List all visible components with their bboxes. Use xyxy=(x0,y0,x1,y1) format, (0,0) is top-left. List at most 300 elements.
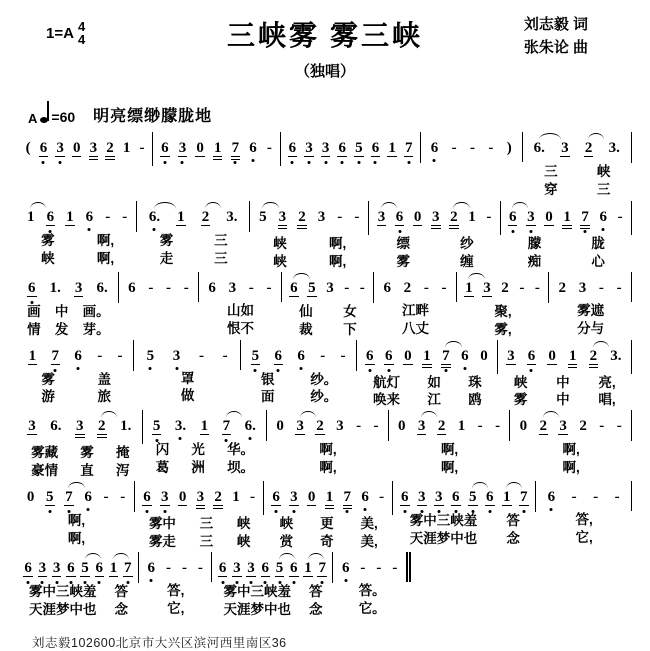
lyric-syllable: 泻 xyxy=(115,463,130,479)
lyrics-row xyxy=(18,444,143,462)
slur-arc xyxy=(588,133,604,140)
note: 3 xyxy=(377,210,387,226)
note: - xyxy=(148,279,154,296)
notes-row xyxy=(143,410,268,441)
note: 3 xyxy=(435,489,443,505)
note: - xyxy=(392,559,398,576)
slur-arc xyxy=(593,341,609,348)
lyric-syllable: 峡 xyxy=(236,533,251,549)
slur-arc xyxy=(308,553,324,560)
lyrics-row xyxy=(536,511,632,529)
system-1 xyxy=(18,132,632,200)
note: 6 xyxy=(249,140,257,156)
note: 2 xyxy=(539,419,549,435)
measure xyxy=(281,132,421,200)
note: 6 xyxy=(39,140,48,156)
key-signature: 1=A xyxy=(46,24,74,42)
notes-row xyxy=(18,201,137,232)
note: 6 xyxy=(366,347,374,364)
note: - xyxy=(266,279,272,296)
lyric-syllable: 峡 xyxy=(41,250,55,266)
note: 1 xyxy=(325,490,335,509)
note: - xyxy=(373,418,379,435)
note: - xyxy=(356,418,362,435)
note: 1 xyxy=(422,349,432,368)
note: - xyxy=(183,279,189,296)
lyric-syllable: 啊, xyxy=(328,253,347,269)
measure xyxy=(282,272,374,339)
measure xyxy=(18,132,153,200)
lyrics-row xyxy=(421,179,523,196)
note: 2 xyxy=(501,279,509,296)
lyrics-row xyxy=(510,441,632,459)
lyric-syllable: 天涯梦中也 xyxy=(28,601,97,617)
lyric-syllable: 啊, xyxy=(319,442,337,458)
note: - xyxy=(250,489,256,505)
note: 2 xyxy=(437,418,446,435)
note: - xyxy=(614,489,620,505)
note: 0 xyxy=(480,347,488,364)
note: - xyxy=(198,347,204,364)
lyric-syllable: 雾中三峡羞 xyxy=(223,583,291,599)
note: 6 xyxy=(84,489,92,505)
lyrics-row xyxy=(421,162,523,179)
note: 6. xyxy=(50,418,62,435)
lyrics-row xyxy=(135,533,264,551)
note: 3 xyxy=(278,210,288,229)
measure xyxy=(498,340,633,410)
lyric-syllable: 啊, xyxy=(440,442,459,458)
lyric-syllable: 直 xyxy=(80,463,94,479)
lyrics-row xyxy=(357,374,497,392)
measure xyxy=(212,552,333,619)
notes-row xyxy=(389,410,511,441)
note: 1 xyxy=(502,490,512,506)
lyrics-row xyxy=(369,253,500,271)
measure xyxy=(369,201,500,271)
slur-arc xyxy=(113,553,129,560)
note: 2 xyxy=(213,490,223,509)
notes-row xyxy=(139,552,212,582)
note: 1. xyxy=(49,279,61,296)
note: 3 xyxy=(561,140,569,156)
note: 3 xyxy=(559,418,567,435)
lyrics-row xyxy=(137,250,250,268)
lyric-syllable: 美, xyxy=(360,516,378,531)
notes-row xyxy=(523,132,633,163)
note: 6 xyxy=(85,209,94,225)
note: 5 xyxy=(46,489,54,505)
note: 7 xyxy=(51,347,60,364)
measure xyxy=(18,481,135,551)
lyric-syllable: 雾 xyxy=(41,233,55,248)
lyric-syllable: 中 xyxy=(54,303,69,319)
note: 6 xyxy=(527,347,536,364)
lyric-syllable: 雾 xyxy=(513,392,528,408)
slur-arc xyxy=(154,202,177,209)
note: 3 xyxy=(74,279,83,296)
note: 3 xyxy=(527,209,535,225)
measure xyxy=(18,410,143,480)
note: 5 xyxy=(146,347,155,364)
lyrics-row xyxy=(134,370,241,388)
measure xyxy=(241,340,357,410)
note: 1 xyxy=(464,281,474,297)
lyric-syllable: 裁 xyxy=(299,321,313,337)
measure xyxy=(137,201,250,271)
notes-row xyxy=(18,340,134,371)
note: 6 xyxy=(128,279,136,296)
note: - xyxy=(266,140,272,156)
lyric-syllable: 三 xyxy=(199,533,214,549)
note: - xyxy=(441,279,447,296)
notes-row xyxy=(536,481,632,511)
lyric-syllable: 啊, xyxy=(328,236,347,251)
lyric-syllable: 画 xyxy=(27,303,41,319)
slur-arc xyxy=(506,482,522,489)
lyrics-row xyxy=(18,512,135,530)
note: 6 xyxy=(161,140,169,156)
lyrics-row xyxy=(374,320,457,338)
notes-row xyxy=(18,272,119,303)
note: 7 xyxy=(343,490,353,509)
system-2 xyxy=(18,201,632,271)
lyric-syllable: 念 xyxy=(308,601,323,617)
lyric-syllable: 答, xyxy=(575,512,593,527)
slur-arc xyxy=(512,202,528,209)
note: - xyxy=(340,347,346,364)
note: 1 xyxy=(388,140,396,156)
footer-address: 刘志毅102600北京市大兴区滨河西里南区36 xyxy=(32,635,287,650)
note: 7 xyxy=(520,489,528,505)
notes-row xyxy=(199,272,282,302)
lyric-syllable: 胧 xyxy=(591,236,605,251)
note: 6 xyxy=(371,140,380,156)
note: 3 xyxy=(161,489,169,505)
note: 5 xyxy=(275,561,285,577)
note: 1 xyxy=(303,561,313,577)
lyrics-row xyxy=(523,181,633,199)
note: 3 xyxy=(75,419,85,438)
notes-row xyxy=(281,132,421,163)
system-6 xyxy=(18,481,632,551)
lyric-syllable: 天涯梦中也 xyxy=(409,530,478,546)
lyrics-row xyxy=(374,302,457,320)
measure xyxy=(389,410,511,480)
notes-row xyxy=(135,481,264,515)
lyric-syllable: 八丈 xyxy=(402,320,430,336)
lyrics-row xyxy=(264,515,393,533)
lyric-syllable: 画。 xyxy=(82,303,110,319)
note: - xyxy=(519,279,525,296)
lyric-syllable: 江畔 xyxy=(402,302,430,318)
lyric-syllable: 中 xyxy=(556,374,570,390)
note: ( xyxy=(25,140,31,156)
note: 3 xyxy=(483,279,491,296)
note: 3 xyxy=(196,490,206,509)
note: 5 xyxy=(80,561,90,577)
slur-arc xyxy=(205,202,221,209)
note: 3 xyxy=(172,347,181,364)
note: - xyxy=(616,279,622,296)
lyric-syllable: 答 xyxy=(308,583,323,599)
note: 1 xyxy=(232,489,240,505)
slur-arc xyxy=(293,273,309,280)
lyrics-row xyxy=(333,582,410,600)
lyrics-row xyxy=(281,180,421,197)
notes-row xyxy=(119,272,199,302)
lyrics-row xyxy=(282,321,374,339)
note: 6 xyxy=(28,279,36,296)
composer-credit: 张朱论 曲 xyxy=(523,38,588,56)
note: - xyxy=(486,209,492,225)
note: 3 xyxy=(305,140,313,156)
note: 6 xyxy=(218,559,227,576)
note: 2 xyxy=(403,279,412,296)
time-signature xyxy=(78,20,85,46)
note: 0 xyxy=(519,418,528,435)
lyrics-row xyxy=(357,391,497,409)
lyrics-row xyxy=(250,253,369,271)
note: 6 xyxy=(486,489,494,505)
note: - xyxy=(166,279,171,296)
lyric-syllable: 面 xyxy=(260,389,275,405)
note: 5 xyxy=(355,140,363,156)
lyrics-row xyxy=(282,303,374,321)
note: 6 xyxy=(208,279,216,296)
measure xyxy=(18,552,139,619)
note: 0 xyxy=(545,209,553,225)
score-container xyxy=(14,132,636,619)
lyrics-row xyxy=(18,303,119,321)
measure xyxy=(536,481,632,551)
note: - xyxy=(97,347,103,364)
lyric-syllable: 雾 xyxy=(396,253,410,269)
note: 1 xyxy=(568,349,578,368)
note: - xyxy=(120,489,126,505)
notes-row xyxy=(18,132,153,166)
note: 3 xyxy=(89,141,99,160)
lyric-syllable: 珠 xyxy=(468,374,482,390)
slur-arc xyxy=(381,202,397,209)
note: 3 xyxy=(233,559,241,576)
note: 2 xyxy=(449,210,459,229)
lyric-syllable: 雾中 xyxy=(148,516,176,531)
note: 6. xyxy=(244,418,256,435)
lyrics-row xyxy=(18,321,119,339)
notes-row xyxy=(457,272,549,303)
note: 7 xyxy=(64,490,74,506)
lyrics-row xyxy=(143,459,268,477)
note: 1 xyxy=(177,209,185,225)
slur-arc xyxy=(539,133,562,140)
note: 3 xyxy=(418,489,426,505)
lyrics-row xyxy=(139,582,212,600)
measure xyxy=(199,272,282,339)
lyric-syllable: 它, xyxy=(575,529,593,545)
lyric-syllable: 雾中三峡羞 xyxy=(28,583,97,599)
lyrics-row xyxy=(498,391,633,409)
note: 6 xyxy=(261,559,270,576)
note: 3 xyxy=(336,418,344,435)
header xyxy=(14,10,636,92)
note: 1 xyxy=(109,561,119,577)
slur-arc xyxy=(543,411,559,418)
lyrics-row xyxy=(18,530,135,548)
lyrics-row xyxy=(457,321,549,339)
note: 3 xyxy=(578,279,587,296)
notes-row xyxy=(282,272,374,303)
lyrics-row xyxy=(153,183,281,200)
notes-row xyxy=(264,481,393,515)
lyric-syllable: 它。 xyxy=(358,600,386,616)
lyrics-row xyxy=(18,388,134,406)
note: 1 xyxy=(122,140,131,156)
note: 6 xyxy=(288,140,297,156)
lyric-syllable: 三 xyxy=(214,250,228,266)
lyric-syllable: 中 xyxy=(556,392,570,408)
measure xyxy=(549,272,632,339)
notes-row xyxy=(333,552,410,582)
lyrics-row xyxy=(143,441,268,459)
lyric-syllable: 罩 xyxy=(180,370,195,386)
lyric-syllable: 答 xyxy=(506,513,520,528)
note: - xyxy=(139,140,145,156)
note: 2 xyxy=(558,279,567,296)
note: 1 xyxy=(200,418,209,435)
note: 6 xyxy=(24,559,32,576)
note: - xyxy=(320,347,326,364)
lyric-syllable: 纱。 xyxy=(310,371,338,387)
note: 6 xyxy=(297,347,305,364)
note: - xyxy=(599,418,605,435)
tempo-value: =60 xyxy=(51,109,76,125)
lyrics-row xyxy=(18,371,134,389)
lyrics-row xyxy=(241,388,357,406)
lyric-syllable: 如 xyxy=(427,374,441,390)
lyrics-row xyxy=(549,320,632,338)
measure xyxy=(501,201,632,271)
measure xyxy=(250,201,369,271)
note: 0 xyxy=(72,140,81,156)
note: 6 xyxy=(430,140,439,156)
measure xyxy=(457,272,549,339)
note: - xyxy=(122,209,128,225)
note: 7 xyxy=(404,140,413,156)
lyrics-row xyxy=(389,459,511,477)
lyrics-row xyxy=(267,459,389,477)
lyrics-row xyxy=(536,529,632,547)
measure xyxy=(119,272,199,339)
lyric-syllable: 啊, xyxy=(67,513,86,528)
lyric-syllable: 雾中三峡羞 xyxy=(409,513,478,528)
note: 6 xyxy=(401,489,409,505)
lyrics-row xyxy=(369,235,500,253)
notes-row xyxy=(153,132,281,166)
notes-row xyxy=(501,201,632,235)
lyrics-row xyxy=(139,600,212,618)
note: - xyxy=(117,347,123,364)
system-3 xyxy=(18,272,632,339)
note: 1 xyxy=(468,209,476,225)
lyric-syllable: 峡 xyxy=(273,236,287,251)
note: - xyxy=(495,418,501,435)
lyric-syllable: 啊, xyxy=(96,233,115,248)
lyric-syllable: 答, xyxy=(167,582,185,598)
notes-row xyxy=(18,552,139,583)
note: - xyxy=(598,279,604,296)
note: 2 xyxy=(201,210,211,226)
lyrics-row xyxy=(241,371,357,389)
lyrics-row xyxy=(498,374,633,392)
slur-arc xyxy=(68,482,84,489)
note: 0 xyxy=(413,209,422,225)
note: 3 xyxy=(228,279,237,296)
note: 7 xyxy=(318,559,326,576)
lyric-syllable: 亮, xyxy=(598,374,616,390)
note: - xyxy=(477,418,483,435)
lyric-syllable: 啊, xyxy=(562,460,580,476)
lyrics-row xyxy=(18,232,137,250)
note: - xyxy=(181,559,187,576)
note: - xyxy=(451,140,457,156)
lyric-syllable: 朦 xyxy=(527,236,542,251)
lyric-syllable: 啊, xyxy=(67,530,86,546)
note: 2 xyxy=(316,418,324,435)
lyric-syllable: 豪情 xyxy=(31,463,59,479)
time-signature-top: 4 xyxy=(77,19,86,34)
lyric-syllable: 聚, xyxy=(494,303,512,319)
system-5 xyxy=(18,410,632,480)
note: 6 xyxy=(289,281,299,297)
note: 6 xyxy=(508,210,518,226)
lyric-syllable: 掩 xyxy=(115,445,130,461)
lyric-syllable: 天涯梦中也 xyxy=(223,601,291,617)
note: 3 xyxy=(295,419,305,435)
note: 3. xyxy=(226,209,238,225)
measure xyxy=(357,340,497,410)
note: 3 xyxy=(52,559,61,576)
lyric-syllable: 更 xyxy=(320,516,334,531)
lyric-syllable: 盖 xyxy=(97,371,111,387)
note: 3 xyxy=(326,279,334,296)
note: 7 xyxy=(222,419,232,435)
lyric-syllable: 芽。 xyxy=(82,321,110,337)
notes-row xyxy=(357,340,497,374)
note: 6 xyxy=(143,489,151,505)
note: 3 xyxy=(507,347,515,364)
note: 3 xyxy=(38,559,47,576)
note: - xyxy=(103,489,109,505)
lyric-syllable: 痴 xyxy=(527,253,542,269)
note: - xyxy=(593,489,599,505)
note: 6 xyxy=(272,489,280,505)
lyric-syllable: 雾 xyxy=(159,233,174,248)
lyrics-row xyxy=(18,183,153,200)
lyric-syllable: 啊, xyxy=(440,460,459,476)
note: 6 xyxy=(290,559,298,576)
note: - xyxy=(469,140,475,156)
lyrics-row xyxy=(119,319,199,336)
lyric-syllable: 纱。 xyxy=(310,389,338,405)
lyric-syllable: 奇 xyxy=(320,533,334,549)
tempo-prefix: A xyxy=(28,111,38,126)
lyrics-row xyxy=(212,601,333,619)
lyric-syllable: 光 xyxy=(191,442,205,458)
lyric-syllable: 峡 xyxy=(273,253,287,269)
note: 3 xyxy=(290,489,298,505)
note: 3 xyxy=(417,419,427,435)
